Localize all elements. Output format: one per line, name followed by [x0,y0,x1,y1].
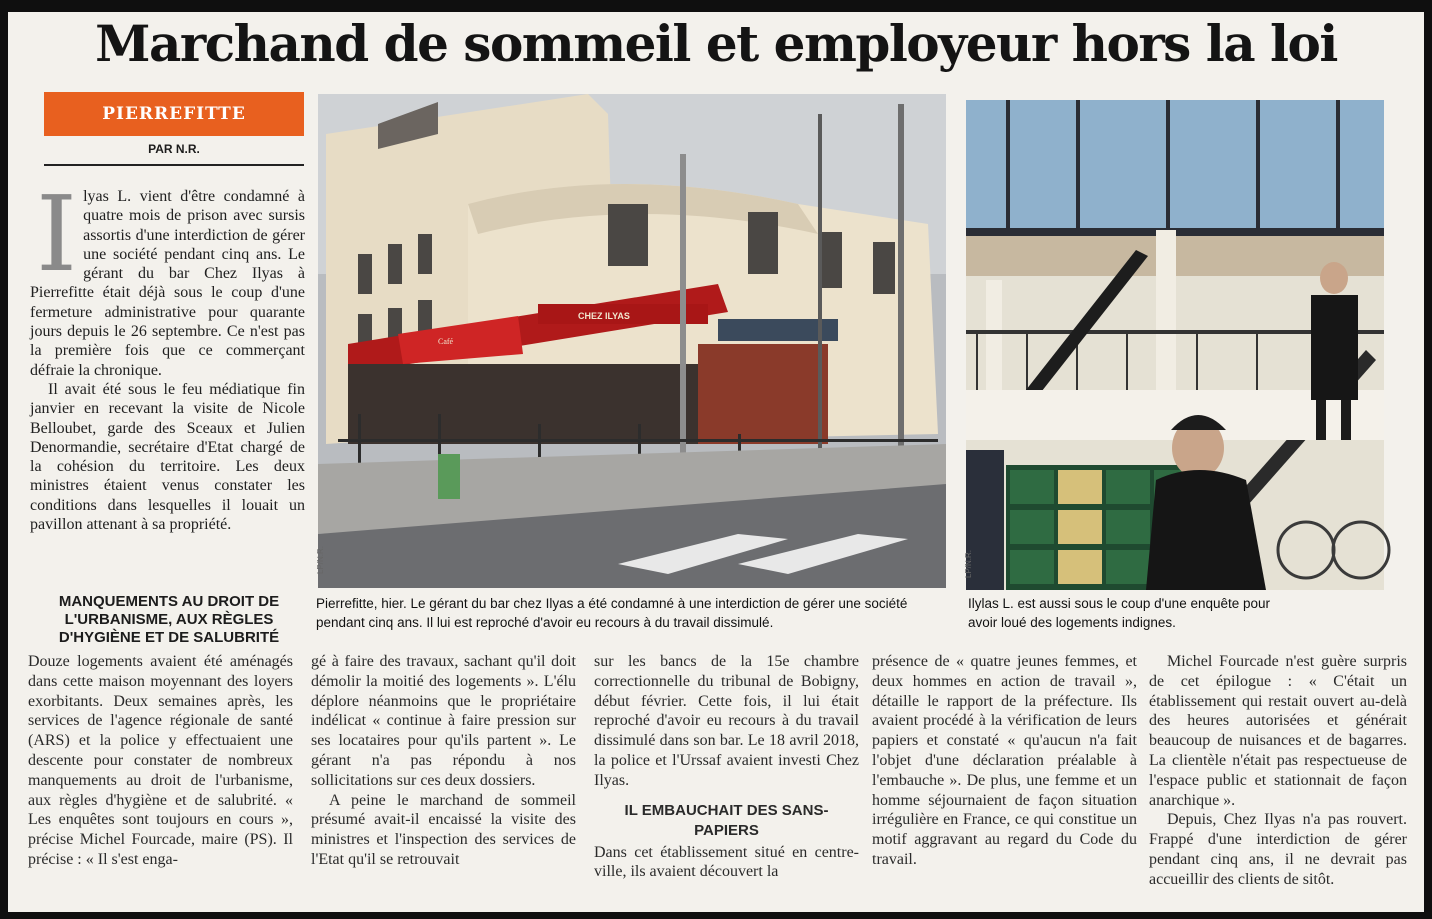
col5-paragraph-2: Depuis, Chez Ilyas n'a pas rouvert. Frappé d'une interdiction de gérer pendant cinq ans, il ne devrait pas accueillir des clients de sitôt. [1149,811,1407,888]
photo-bar-street [318,94,946,588]
photo1-credit: LP/N.R. [316,545,325,574]
col3-paragraph-2: Dans cet établissement situé en centre-ville, ils avaient découvert la [594,843,859,881]
bar-sign-name: CHEZ ILYAS [578,311,630,321]
col3-paragraph-1: sur les bancs de la 15e chambre correctionnelle du tribunal de Bobigny, début février. Cette fois, il lui était reproché d'avoir eu recours à du travail dissimulé dans son bar. Le 18 avril 2018, la police et l'Urssaf avaient investi Chez Ilyas. [594,653,859,789]
photo1-caption: Pierrefitte, hier. Le gérant du bar chez Ilyas a été condamné à une interdiction de gérer une société pendant cinq ans. Il lui est reproché d'avoir eu recours à du travail dissimulé. [316,596,908,630]
col1-paragraph: Douze logements avaient été aménagés dans cette maison moyennant des loyers exorbitants. Deux semaines après, les services de l'agence régionale de santé (ARS) et la police y effectuaient une descente pour constater de nombreux manquements au droit de l'urbanisme, aux règles d'hygiène et de salubrité. « Les enquêtes sont toujours en cours », précise Michel Fourcade, maire (PS). Il précise : « Il s'est enga- [28,653,293,868]
housing-stairs-illustration [966,100,1384,590]
col4-paragraph: présence de « quatre jeunes femmes, et deux hommes en action de travail », détaille le rapport de la préfecture. Ils avaient procédé à la vérification de leurs papiers et constaté « qu'aucun n'a fait l'objet d'une déclaration préalable à l'embauche ». De plus, une femme et un homme séjournaient de façon situation irrégulière en France, ce qui constitue un motif aggravant au regard du Code du travail. [872,653,1137,868]
body-column-5 [1149,652,1407,890]
section-subhead: MANQUEMENTS AU DROIT DE L'URBANISME, AUX RÈGLES D'HYGIÈNE ET DE SALUBRITÉ [58,593,280,646]
col2-paragraph-1: gé à faire des travaux, sachant qu'il doit démolir la moitié des logements ». L'élu déplore néanmoins que le propriétaire indélicat « continue à faire pression sur ses locataires pour qu'ils partent ». Le gérant n'a pas répondu à nos sollicitations sur ces deux dossiers. [311,653,576,789]
body-column-3 [594,652,859,882]
lede-paragraph-1: Ilyas L. vient d'être condamné à quatre mois de prison avec sursis assortis d'une interdiction de gérer une société pendant cinq ans. Le gérant du bar Chez Ilyas à Pierrefitte était déjà sous le coup d'une fermeture administrative pour quarante jours depuis le 26 septembre. Ce n'est pas la première fois que ce commerçant défraie la chronique. [30,173,305,379]
col5-paragraph-1: Michel Fourcade n'est guère surpris de cet épilogue : « C'était un établissement qui restait ouvert au-delà des heures autorisées et générait beaucoup de nuisances et de bagarres. La clientèle n'était pas respectueuse de l'espace public et stationnait de façon anarchique ». [1149,653,1407,809]
photo-housing-stairs [966,100,1384,590]
section-subhead-2: IL EMBAUCHAIT DES SANS-PAPIERS [624,801,829,839]
section-kicker: PIERREFITTE [44,92,304,136]
body-column-2 [311,652,576,870]
body-column-4 [872,652,1137,870]
photo2-credit: LP/N.R. [964,549,973,578]
bar-street-illustration [318,94,946,588]
headline: Marchand de sommeil et employeur hors la loi [95,14,1337,73]
drop-cap: I [36,173,78,295]
newspaper-page [8,12,1424,912]
col2-paragraph-2: A peine le marchand de sommeil présumé avait-il encaissé la visite des ministres et l'inspection des services de l'Etat qu'il se retrouvait [311,791,576,868]
bar-sign-cafe: Café [438,337,454,346]
lede-column [30,173,305,534]
photo2-caption: Ilylas L. est aussi sous le coup d'une enquête pour avoir loué des logements indignes. [968,596,1271,630]
lede-paragraph-2: Il avait été sous le feu médiatique fin janvier en recevant la visite de Nicole Belloubet, garde des Sceaux et Julien Denormandie, secrétaire d'Etat chargé de la cohésion du territoire. Les deux ministres étaient venus constater les conditions dans lesquelles il louait un pavillon attenant à sa propriété. [30,380,305,534]
body-column-1 [28,652,293,870]
byline: PAR N.R. [44,142,304,166]
